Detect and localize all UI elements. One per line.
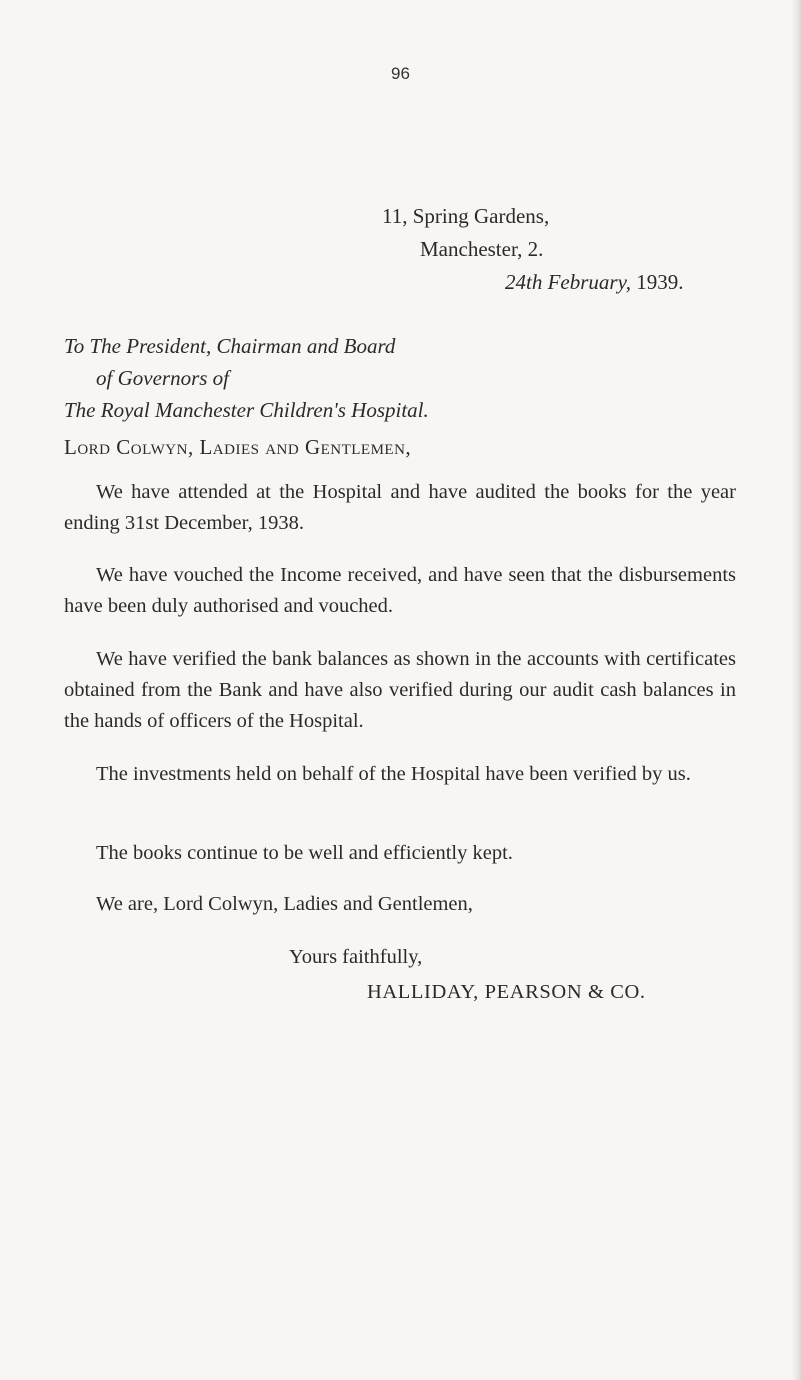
paragraph-income: We have vouched the Income received, and have seen that the disbursements have been duly authorised and vouched. [64, 564, 736, 617]
paragraph-sign-off: We are, Lord Colwyn, Ladies and Gentlemen, [96, 893, 473, 915]
addressee-block [64, 330, 429, 426]
paragraph-bank-balances: We have verified the bank balances as shown in the accounts with certificates obtained from the Bank and have also verified during our audit cash balances in the hands of officers of the Hospital. [64, 648, 736, 732]
date-year: 1939. [631, 270, 684, 294]
address-line-1: 11, Spring Gardens, [382, 204, 550, 228]
signature: HALLIDAY, PEARSON & CO. [367, 981, 646, 1003]
address-line-2: Manchester, 2. [420, 237, 544, 261]
closing: Yours faithfully, [289, 946, 423, 968]
paragraph-books: The books continue to be well and efficiently kept. [96, 842, 513, 864]
addressee-line-2: of Governors of [96, 366, 229, 390]
page-number: 96 [391, 64, 410, 83]
paragraph-investments: The investments held on behalf of the Hospital have been verified by us. [96, 763, 691, 785]
paragraph-audit: We have attended at the Hospital and have audited the books for the year ending 31st December, 1938. [64, 481, 736, 534]
page-edge-shadow [791, 0, 801, 1380]
letter-date [505, 266, 684, 299]
date-day-month: 24th February, [505, 270, 631, 294]
salutation: Lord Colwyn, Ladies and Gentlemen, [64, 435, 412, 459]
addressee-line-1: To The President, Chairman and Board [64, 334, 396, 358]
addressee-line-3: The Royal Manchester Children's Hospital. [64, 398, 429, 422]
